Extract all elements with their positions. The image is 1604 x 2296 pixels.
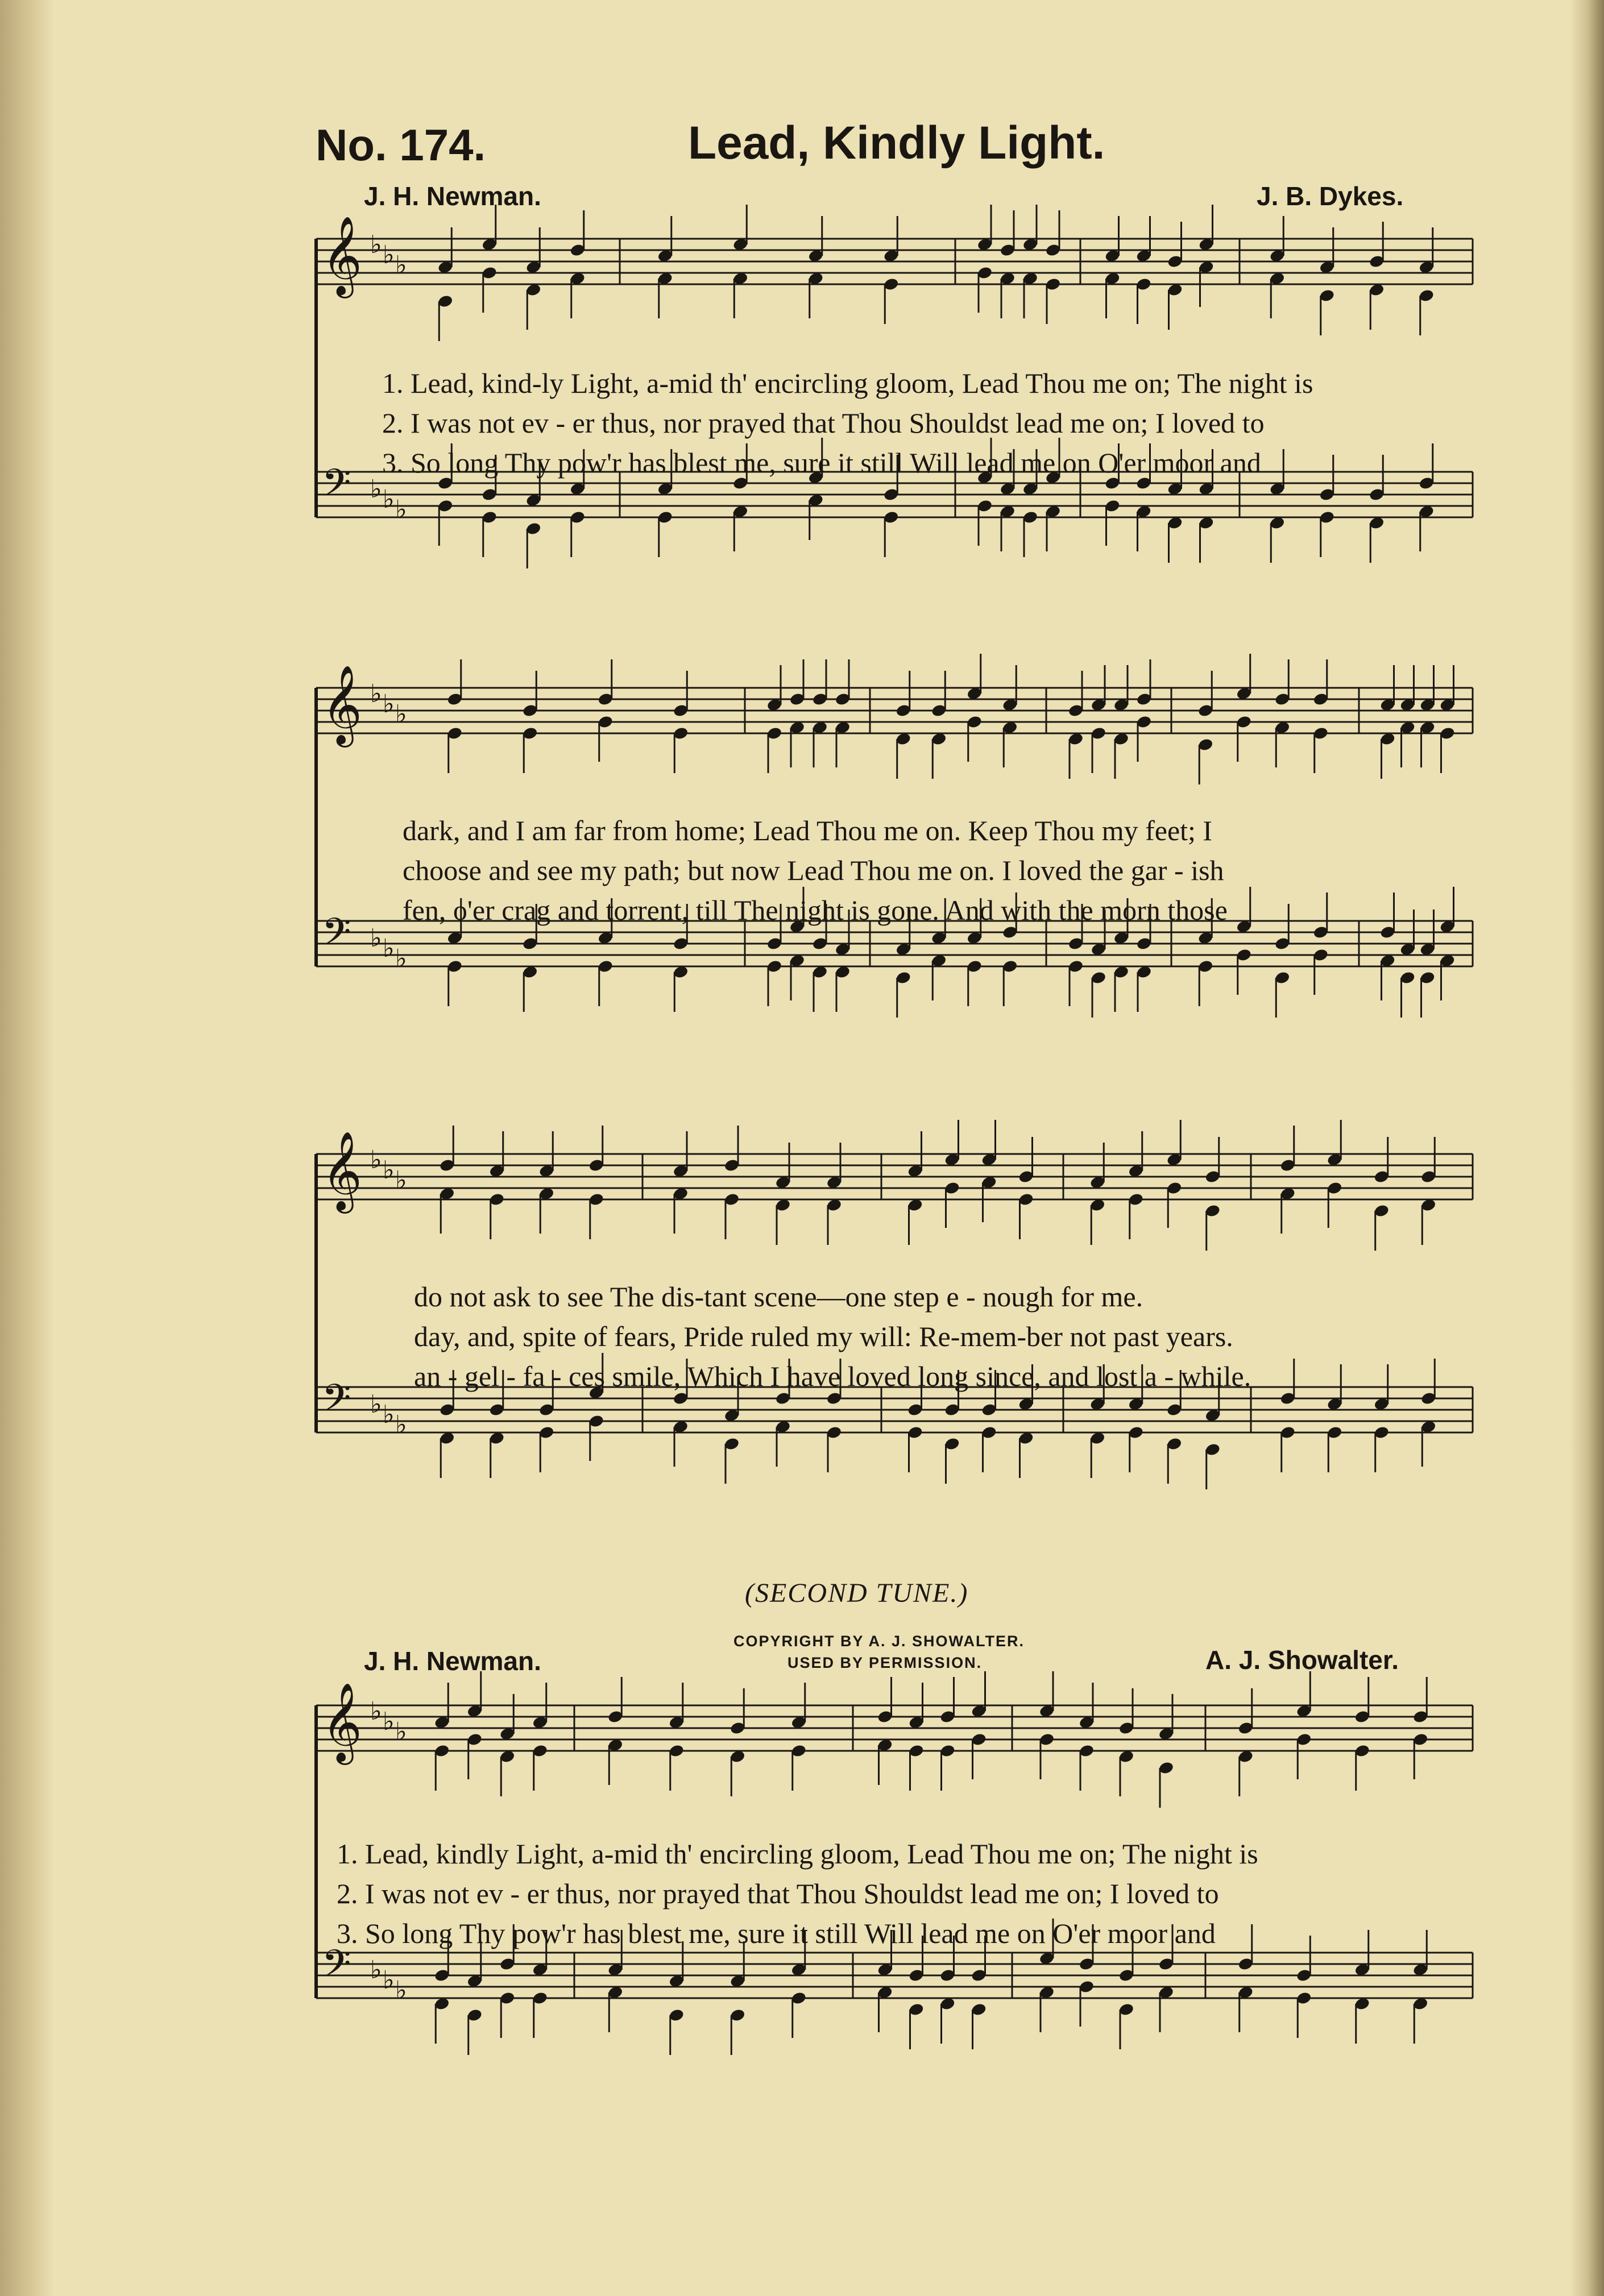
- flat-sign: ♭: [370, 1955, 382, 1984]
- bass-clef: 𝄢: [322, 910, 351, 963]
- flat-sign: ♭: [395, 700, 407, 729]
- lyric-line: 1. Lead, kind-ly Light, a-mid th' encircling gloom, Lead Thou me on; The night is: [382, 367, 1313, 399]
- flat-sign: ♭: [370, 230, 382, 259]
- flat-sign: ♭: [383, 485, 395, 514]
- treble-clef: 𝄞: [322, 665, 362, 744]
- lyric-line: choose and see my path; but now Lead Thou me on. I loved the gar - ish: [403, 854, 1224, 886]
- lyric-line: 2. I was not ev - er thus, nor prayed that Thou Shouldst lead me on; I loved to: [337, 1878, 1219, 1909]
- lyric-line: 3. So long Thy pow'r has blest me, sure it still Will lead me on O'er moor and: [337, 1917, 1216, 1949]
- flat-sign: ♭: [370, 475, 382, 504]
- flat-sign: ♭: [395, 1717, 407, 1746]
- flat-sign: ♭: [383, 240, 395, 269]
- lyric-line: fen, o'er crag and torrent, till The night is gone. And with the morn those: [403, 894, 1228, 926]
- lyric-line: 2. I was not ev - er thus, nor prayed that Thou Shouldst lead me on; I loved to: [382, 407, 1265, 439]
- lyricist-credit: J. H. Newman.: [364, 181, 541, 211]
- flat-sign: ♭: [395, 944, 407, 973]
- flat-sign: ♭: [370, 1390, 382, 1419]
- bass-clef: 𝄢: [322, 461, 351, 514]
- lyric-line: an - gel - fa - ces smile, Which I have loved long since, and lost a - while.: [414, 1360, 1251, 1392]
- lyricist-credit-second: J. H. Newman.: [364, 1646, 541, 1676]
- flat-sign: ♭: [395, 1166, 407, 1195]
- flat-sign: ♭: [395, 1976, 407, 2005]
- composer-credit: J. B. Dykes.: [1257, 181, 1404, 211]
- flat-sign: ♭: [395, 495, 407, 524]
- copyright-notice: COPYRIGHT BY A. J. SHOWALTER.: [733, 1633, 1025, 1650]
- flat-sign: ♭: [370, 679, 382, 708]
- lyric-line: do not ask to see The dis-tant scene—one step e - nough for me.: [414, 1281, 1143, 1313]
- flat-sign: ♭: [383, 690, 395, 719]
- bass-clef: 𝄢: [322, 1942, 351, 1995]
- second-tune-label: (SECOND TUNE.): [745, 1578, 969, 1608]
- bass-clef: 𝄢: [322, 1376, 351, 1429]
- lyric-line: dark, and I am far from home; Lead Thou me on. Keep Thou my feet; I: [403, 815, 1213, 846]
- treble-clef: 𝄞: [322, 216, 362, 295]
- treble-clef: 𝄞: [322, 1683, 362, 1762]
- page-edge: [1570, 0, 1604, 2296]
- flat-sign: ♭: [383, 934, 395, 963]
- flat-sign: ♭: [383, 1156, 395, 1185]
- lyric-line: day, and, spite of fears, Pride ruled my will: Re-mem-ber not past years.: [414, 1321, 1233, 1352]
- flat-sign: ♭: [370, 1145, 382, 1174]
- page-binding-shadow: [0, 0, 54, 2296]
- flat-sign: ♭: [383, 1707, 395, 1736]
- flat-sign: ♭: [395, 251, 407, 280]
- flat-sign: ♭: [370, 1697, 382, 1726]
- lyric-line: 1. Lead, kindly Light, a-mid th' encircling gloom, Lead Thou me on; The night is: [337, 1838, 1258, 1870]
- permission-notice: USED BY PERMISSION.: [788, 1654, 983, 1671]
- hymn-title: Lead, Kindly Light.: [688, 117, 1105, 169]
- hymn-number: No. 174.: [316, 120, 486, 170]
- lyric-line: 3. So long Thy pow'r has blest me, sure it still Will lead me on O'er moor and: [382, 447, 1261, 479]
- flat-sign: ♭: [395, 1410, 407, 1439]
- music-system-4: [313, 1683, 1484, 2143]
- flat-sign: ♭: [383, 1400, 395, 1429]
- flat-sign: ♭: [383, 1966, 395, 1995]
- composer-credit-second: A. J. Showalter.: [1205, 1645, 1399, 1675]
- treble-clef: 𝄞: [322, 1131, 362, 1210]
- flat-sign: ♭: [370, 924, 382, 953]
